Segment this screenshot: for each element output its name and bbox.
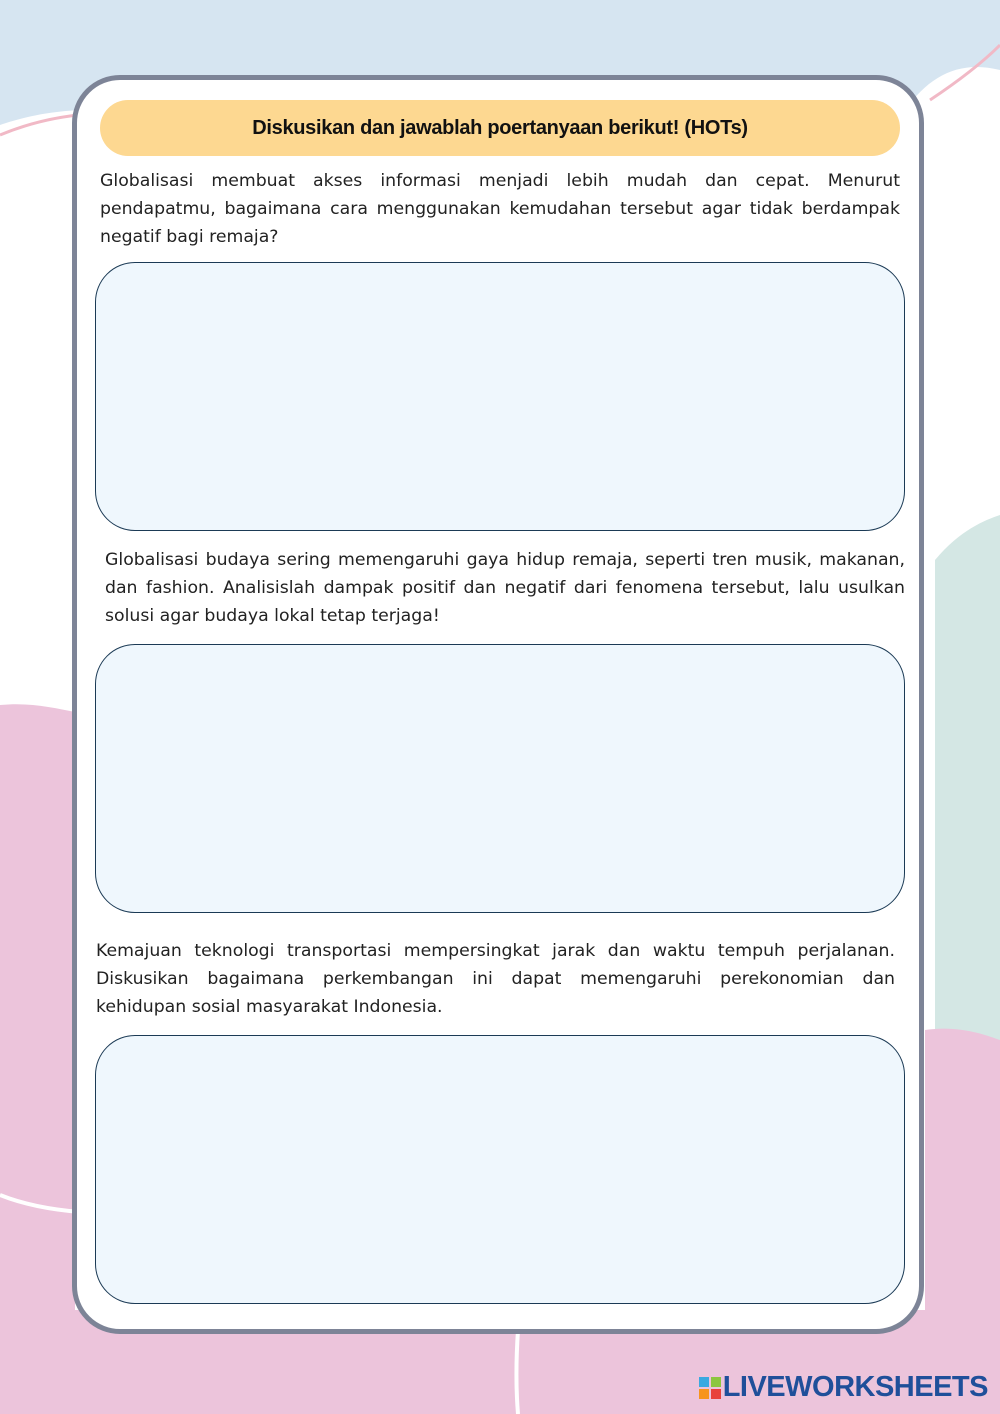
answer-box-2[interactable]	[95, 644, 905, 913]
liveworksheets-brand	[699, 1371, 988, 1404]
liveworksheets-wordmark: LIVEWORKSHEETS	[722, 1371, 988, 1403]
answer-box-1[interactable]	[95, 262, 905, 531]
answer-box-3[interactable]	[95, 1035, 905, 1304]
instruction-title: Diskusikan dan jawablah poertanyaan berikut! (HOTs)	[252, 116, 748, 139]
question-1-text: Globalisasi membuat akses informasi menjadi lebih mudah dan cepat. Menurut pendapatmu, bagaimana cara menggunakan kemudahan tersebut agar tidak berdampak negatif bagi remaja?	[100, 171, 900, 247]
question-2-text: Globalisasi budaya sering memengaruhi gaya hidup remaja, seperti tren musik, makanan, dan fashion. Analisislah dampak positif dan negatif dari fenomena tersebut, lalu usulkan solusi agar budaya lokal tetap terjaga!	[105, 550, 905, 626]
question-3-text: Kemajuan teknologi transportasi mempersingkat jarak dan waktu tempuh perjalanan. Diskusikan bagaimana perkembangan ini dapat memengaruhi perekonomian dan kehidupan sosial masyarakat Indonesia.	[96, 941, 895, 1017]
instruction-banner	[100, 100, 900, 156]
liveworksheets-logo-icon	[699, 1377, 721, 1399]
